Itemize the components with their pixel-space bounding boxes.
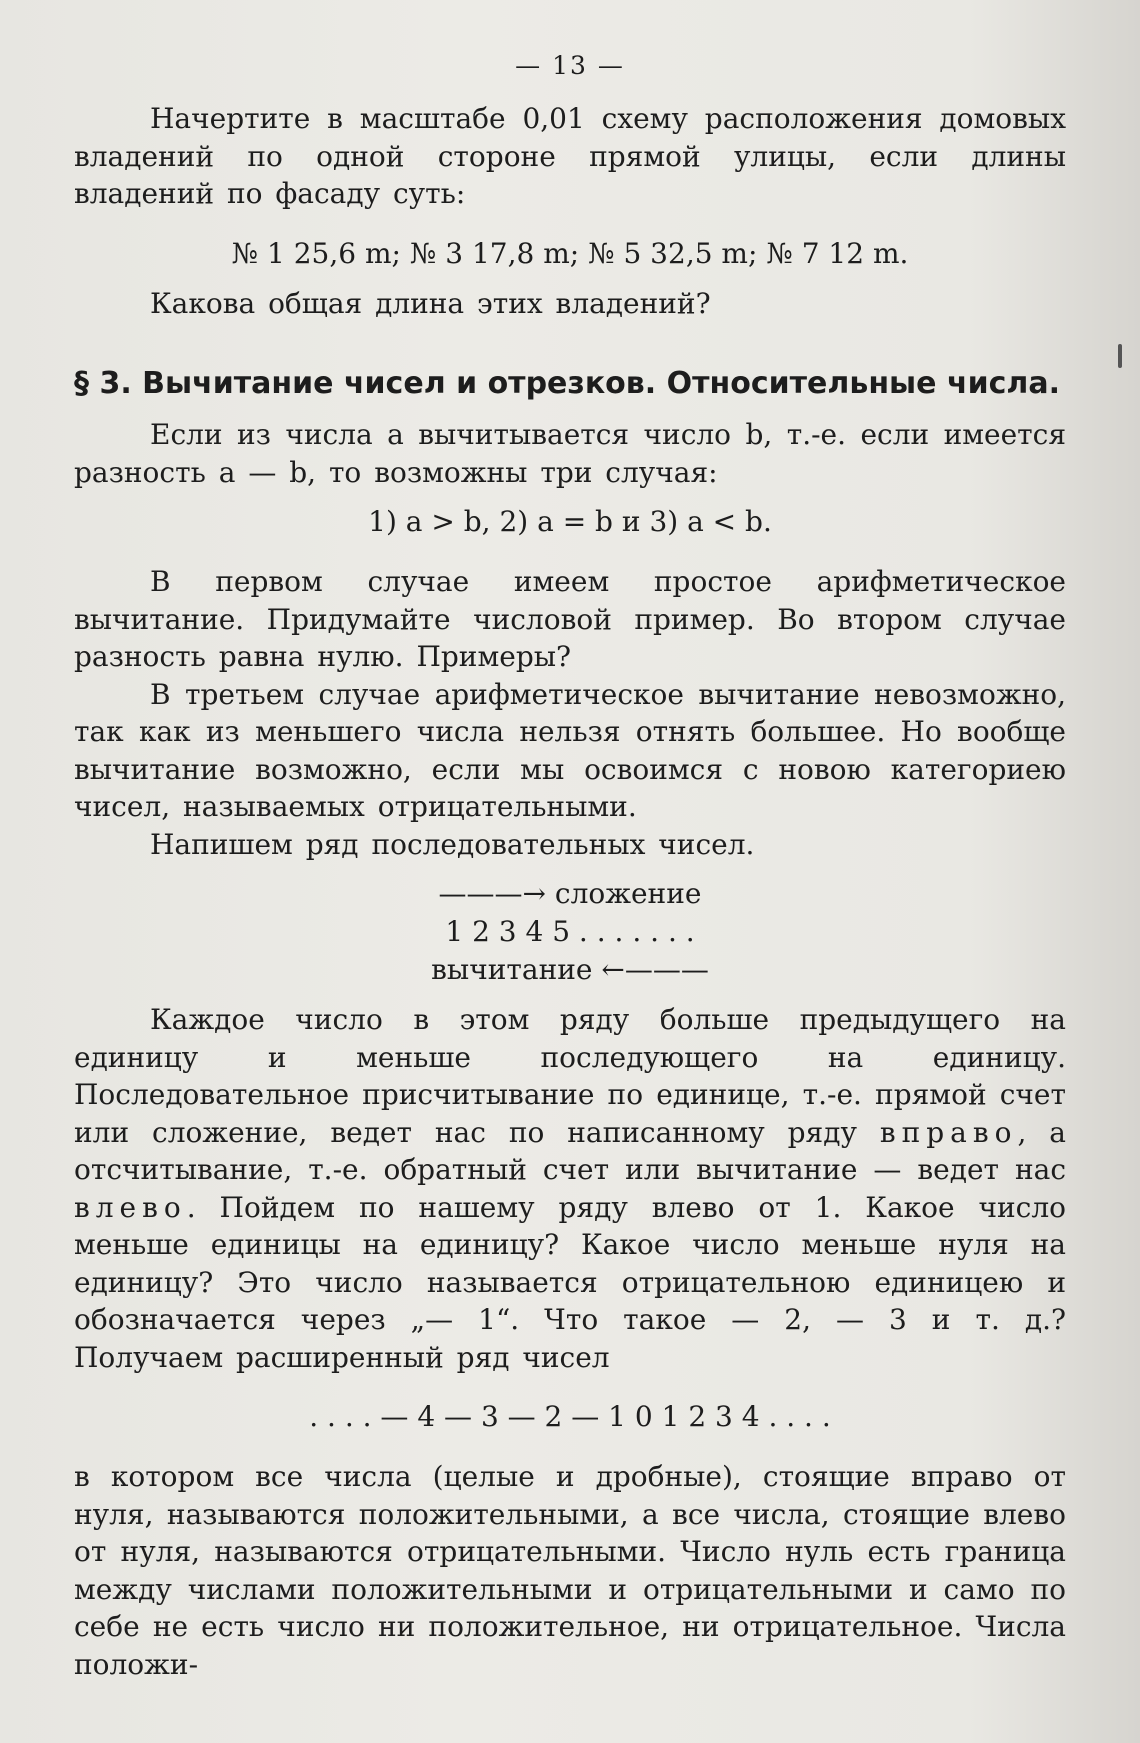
extended-number-row: . . . . — 4 — 3 — 2 — 1 0 1 2 3 4 . . . . (309, 1400, 831, 1433)
text-column (74, 44, 1066, 1683)
exercise-question: Какова общая длина этих владений? (150, 286, 711, 320)
counting-text-b: , а отсчитывание, т.-е. обратный счет или вычитание — ведет нас (74, 1115, 1066, 1186)
number-row-intro: Напишем ряд последовательных чисел. (150, 827, 755, 861)
section-heading: § 3. Вычитание чисел и отрезков. Относительные числа. (74, 366, 1060, 401)
subtraction-intro-paragraph: Если из числа a вычитывается число b, т.-е. если имеется разность a — b, то возможны три случая: (74, 418, 1066, 489)
counting-paragraph (74, 1001, 1066, 1376)
exercise-lengths: № 1 25,6 m; № 3 17,8 m; № 5 32,5 m; № 7 12 m. (231, 236, 909, 270)
margin-mark (1118, 344, 1122, 368)
first-case-paragraph: В первом случае имеем простое арифметическое вычитание. Придумайте числовой пример. Во втором случае разность равна нулю. Примеры? (74, 565, 1066, 673)
page-number: — 13 — (515, 51, 625, 80)
third-case-paragraph: В третьем случае арифметическое вычитание невозможно, так как из меньшего числа нельзя отнять большее. Но вообще вычитание возможно, если мы освоимся с новою категориею чисел, называемых отрицательными. (74, 677, 1066, 823)
subtraction-arrow-label: вычитание ←——— (431, 953, 709, 986)
cases-formula: 1) a > b, 2) a = b и 3) a < b. (368, 505, 772, 538)
counting-text-a: Каждое число в этом ряду больше предыдущего на единицу и меньше последующего на единицу. Последовательное присчитывание по единице, т.-е. прямой счет или сложение, ведет нас по написанному ряду (74, 1003, 1066, 1149)
exercise-paragraph: Начертите в масштабе 0,01 схему расположения домовых владений по одной стороне прямой улицы, если длины владений по фасаду суть: (74, 102, 1066, 210)
direction-right: вправо (879, 1115, 1018, 1149)
counting-text-c: . Пойдем по нашему ряду влево от 1. Какое число меньше единицы на единицу? Какое число меньше нуля на единицу? Это число называется отрицательною единицею и обозначается через „— 1“. Что такое — 2, — 3 и т. д.? Получаем расширенный ряд чисел (74, 1190, 1066, 1374)
direction-left: влево (74, 1190, 187, 1224)
addition-arrow-label: ———→ сложение (438, 877, 702, 910)
number-row: 1 2 3 4 5 . . . . . . . (445, 915, 695, 948)
positive-negative-paragraph: в котором все числа (целые и дробные), стоящие вправо от нуля, называются положительными, а все числа, стоящие влево от нуля, называются отрицательными. Число нуль есть граница между числами положительными и отрицательными и само по себе не есть число ни положительное, ни отрицательное. Числа положи- (74, 1460, 1066, 1681)
